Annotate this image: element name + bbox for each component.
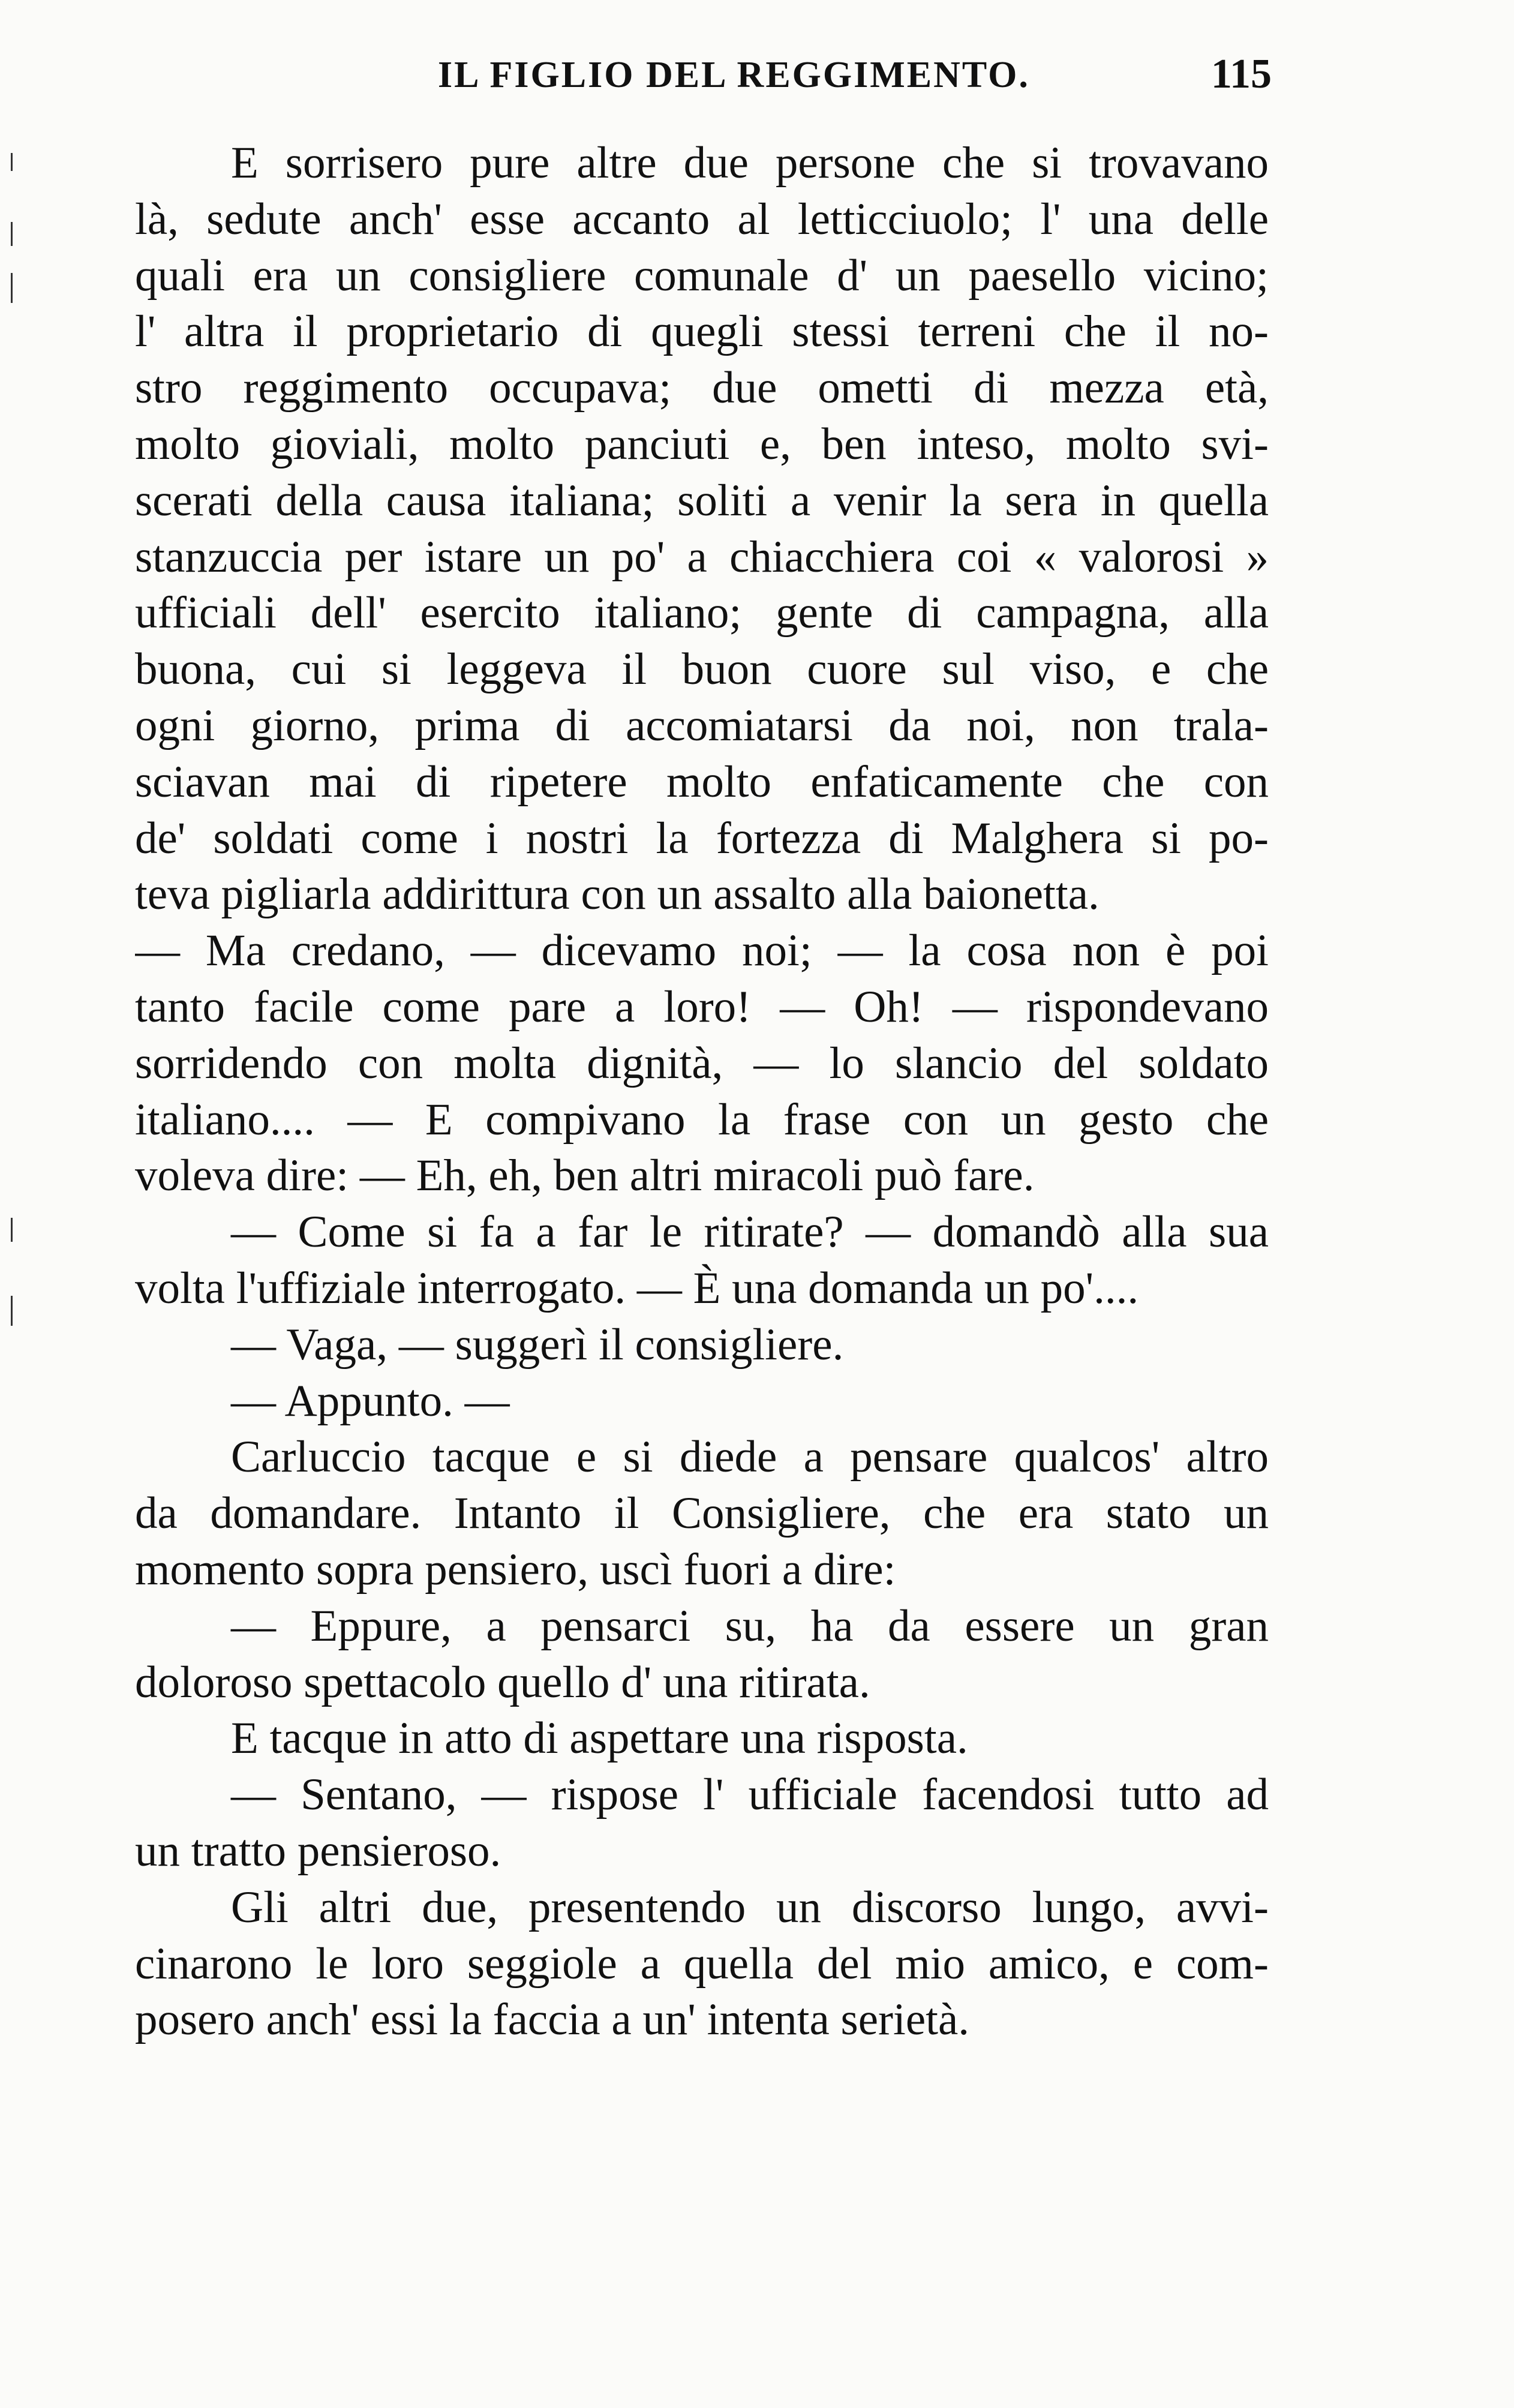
text-line: — Come si fa a far le ritirate? — domandò alla sua	[231, 1207, 1269, 1257]
margin-mark	[11, 1218, 13, 1242]
text-line: scerati della causa italiana; soliti a venir la sera in quella	[135, 475, 1269, 526]
text-line: molto gioviali, molto panciuti e, ben inteso, molto svi-	[135, 419, 1269, 469]
text-line: volta l'uffiziale interrogato. — È una domanda un po'....	[135, 1263, 1139, 1313]
text-line: ufficiali dell' esercito italiano; gente di campagna, alla	[135, 588, 1269, 638]
text-line: voleva dire: — Eh, eh, ben altri miracoli può fare.	[135, 1151, 1035, 1201]
text-line: momento sopra pensiero, uscì fuori a dire:	[135, 1544, 896, 1595]
text-line: — Sentano, — rispose l' ufficiale facendosi tutto ad	[231, 1770, 1269, 1820]
margin-mark	[11, 273, 13, 303]
text-line: un tratto pensieroso.	[135, 1825, 501, 1876]
text-line: teva pigliarla addirittura con un assalto alla baionetta.	[135, 869, 1100, 920]
text-line: stro reggimento occupava; due ometti di mezza età,	[135, 363, 1269, 413]
margin-mark	[11, 153, 13, 171]
running-head	[138, 51, 1272, 108]
text-line: de' soldati come i nostri la fortezza di Malghera si po-	[135, 813, 1269, 863]
margin-mark	[11, 222, 13, 246]
text-line: — Ma credano, — dicevamo noi; — la cosa non è poi	[135, 926, 1269, 976]
margin-mark	[11, 1296, 13, 1326]
text-line: E sorrisero pure altre due persone che si trovavano	[231, 138, 1269, 188]
text-line: posero anch' essi la faccia a un' intenta serietà.	[135, 1995, 969, 2045]
text-line: — Appunto. —	[231, 1376, 510, 1426]
text-line: doloroso spettacolo quello d' una ritirata.	[135, 1657, 870, 1707]
text-line: sorridendo con molta dignità, — lo slancio del soldato	[135, 1038, 1269, 1088]
text-line: stanzuccia per istare un po' a chiacchiera coi « valorosi »	[135, 532, 1269, 582]
text-line: — Vaga, — suggerì il consigliere.	[231, 1319, 844, 1370]
text-line: quali era un consigliere comunale d' un paesello vicino;	[135, 250, 1269, 301]
text-line: da domandare. Intanto il Consigliere, che era stato un	[135, 1488, 1269, 1539]
text-line: ogni giorno, prima di accomiatarsi da noi, non trala-	[135, 700, 1269, 750]
text-line: Carluccio tacque e si diede a pensare qualcos' altro	[231, 1432, 1269, 1482]
page-number: 115	[1210, 51, 1272, 97]
text-line: buona, cui si leggeva il buon cuore sul viso, e che	[135, 644, 1269, 695]
text-line: sciavan mai di ripetere molto enfaticamente che con	[135, 756, 1269, 807]
text-line: italiano.... — E compivano la frase con un gesto che	[135, 1094, 1269, 1145]
text-line: l' altra il proprietario di quegli stessi terreni che il no-	[135, 307, 1269, 357]
text-line: E tacque in atto di aspettare una risposta.	[231, 1713, 968, 1764]
body-text	[135, 135, 1269, 2048]
text-line: — Eppure, a pensarci su, ha da essere un gran	[231, 1601, 1269, 1651]
running-title: IL FIGLIO DEL REGGIMENTO.	[438, 55, 1030, 95]
text-line: là, sedute anch' esse accanto al letticciuolo; l' una delle	[135, 194, 1269, 244]
text-line: Gli altri due, presentendo un discorso lungo, avvi-	[231, 1882, 1269, 1932]
text-line: cinarono le loro seggiole a quella del mio amico, e com-	[135, 1938, 1269, 1989]
text-line: tanto facile come pare a loro! — Oh! — rispondevano	[135, 981, 1269, 1032]
